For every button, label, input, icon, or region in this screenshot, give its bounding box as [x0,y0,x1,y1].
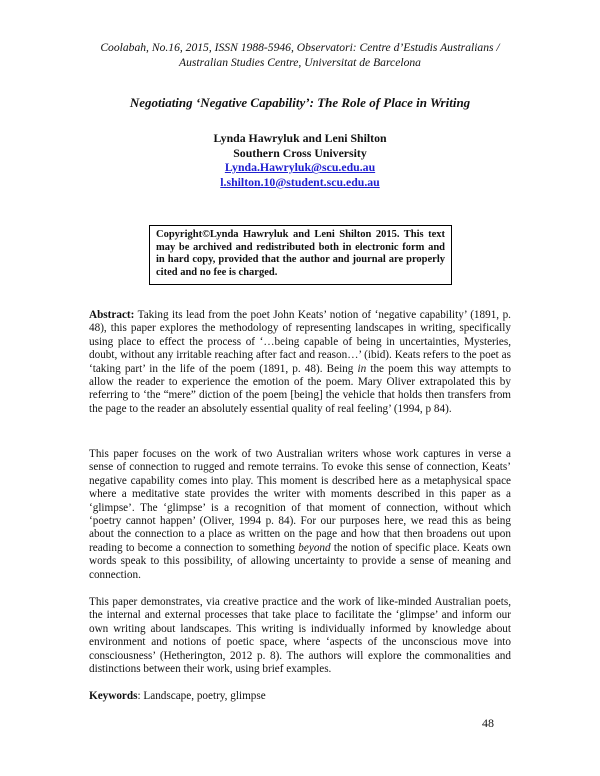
keywords-line [89,690,511,703]
abstract-text-2b: the notion of specific place. Keats own words speak to this possibility, of allowing uncertainty to provide a sense of meaning and connection. [89,541,511,581]
keywords-label: Keywords [89,690,138,702]
abstract-text-2a: This paper focuses on the work of two Australian writers whose work captures in verse a sense of connection to rugged and remote terrains. To evoke this sense of connection, Keats’ negative capability comes into play. This moment is described here as a metaphysical space where a meditative state provides the writer with moments described in this paper as a ‘glimpse’. The ‘glimpse’ is a recognition of that moment of connection, without which ‘poetry cannot happen’ (Oliver, 1994 p. 84). For our purposes here, we read this as being about the connection to a place as written on the page and how that then broadens out upon reading to become a connection to something [89,448,511,554]
author-names: Lynda Hawryluk and Leni Shilton [213,131,387,145]
article-title: Negotiating ‘Negative Capability’: The Role of Place in Writing [129,95,471,110]
abstract-paragraph-2 [89,448,511,582]
abstract-text-1a: Taking its lead from the poet John Keats’ notion of ‘negative capability’ (1891, p. 48), this paper explores the methodology of representing landscapes in writing, specifically using place to effect the process of ‘…being capable of being in uncertainties, Mysteries, doubt, without any irritable reaching after fact and reason…’ (ibid). Keats refers to the poet as ‘taking part’ in the life of the poem (1891, p. 48). Being [89,309,511,375]
abstract-paragraph-3: This paper demonstrates, via creative practice and the work of like-minded Australian poets, the internal and external processes that take place to facilitate the ‘glimpse’ and inform our own writing about landscapes. This writing is individually informed by knowledge about environment and notions of poetic space, where ‘aspects of the unconscious move into consciousness’ (Hetherington, 2012 p. 8). The authors will explore the commonalities and distinctions between their work, using brief examples. [89,596,511,676]
author-block [100,131,500,189]
page-number: 48 [482,716,494,730]
abstract-text-1b: the poem this way attempts to allow the reader to experience the emotion of the poem. Mary Oliver extrapolated this by referring to ‘the “mere” diction of the poem [being] the vehicle that holds then transfers from the page to the reader an absolutely essential quality of real feeling’ (1994, p 84). [89,362,511,415]
abstract-emphasis-beyond: beyond [298,541,331,554]
email-link-2[interactable]: l.shilton.10@student.scu.edu.au [220,174,380,189]
abstract-emphasis-in: in [357,362,367,375]
journal-header [60,40,540,70]
keywords-value: : Landscape, poetry, glimpse [137,690,266,702]
email-link-1[interactable]: Lynda.Hawryluk@scu.edu.au [224,160,376,175]
journal-line-1: Coolabah, No.16, 2015, ISSN 1988-5946, Observatori: Centre d’Estudis Australians / [100,41,500,54]
affiliation: Southern Cross University [233,145,367,160]
journal-line-2: Australian Studies Centre, Universitat de Barcelona [179,56,421,69]
abstract-label: Abstract: [89,309,135,321]
copyright-notice: Copyright©Lynda Hawryluk and Leni Shilton 2015. This text may be archived and redistributed both in electronic form and in hard copy, provided that the author and journal are properly cited and no fee is charged. [149,225,452,285]
abstract-paragraph-1 [89,309,511,416]
